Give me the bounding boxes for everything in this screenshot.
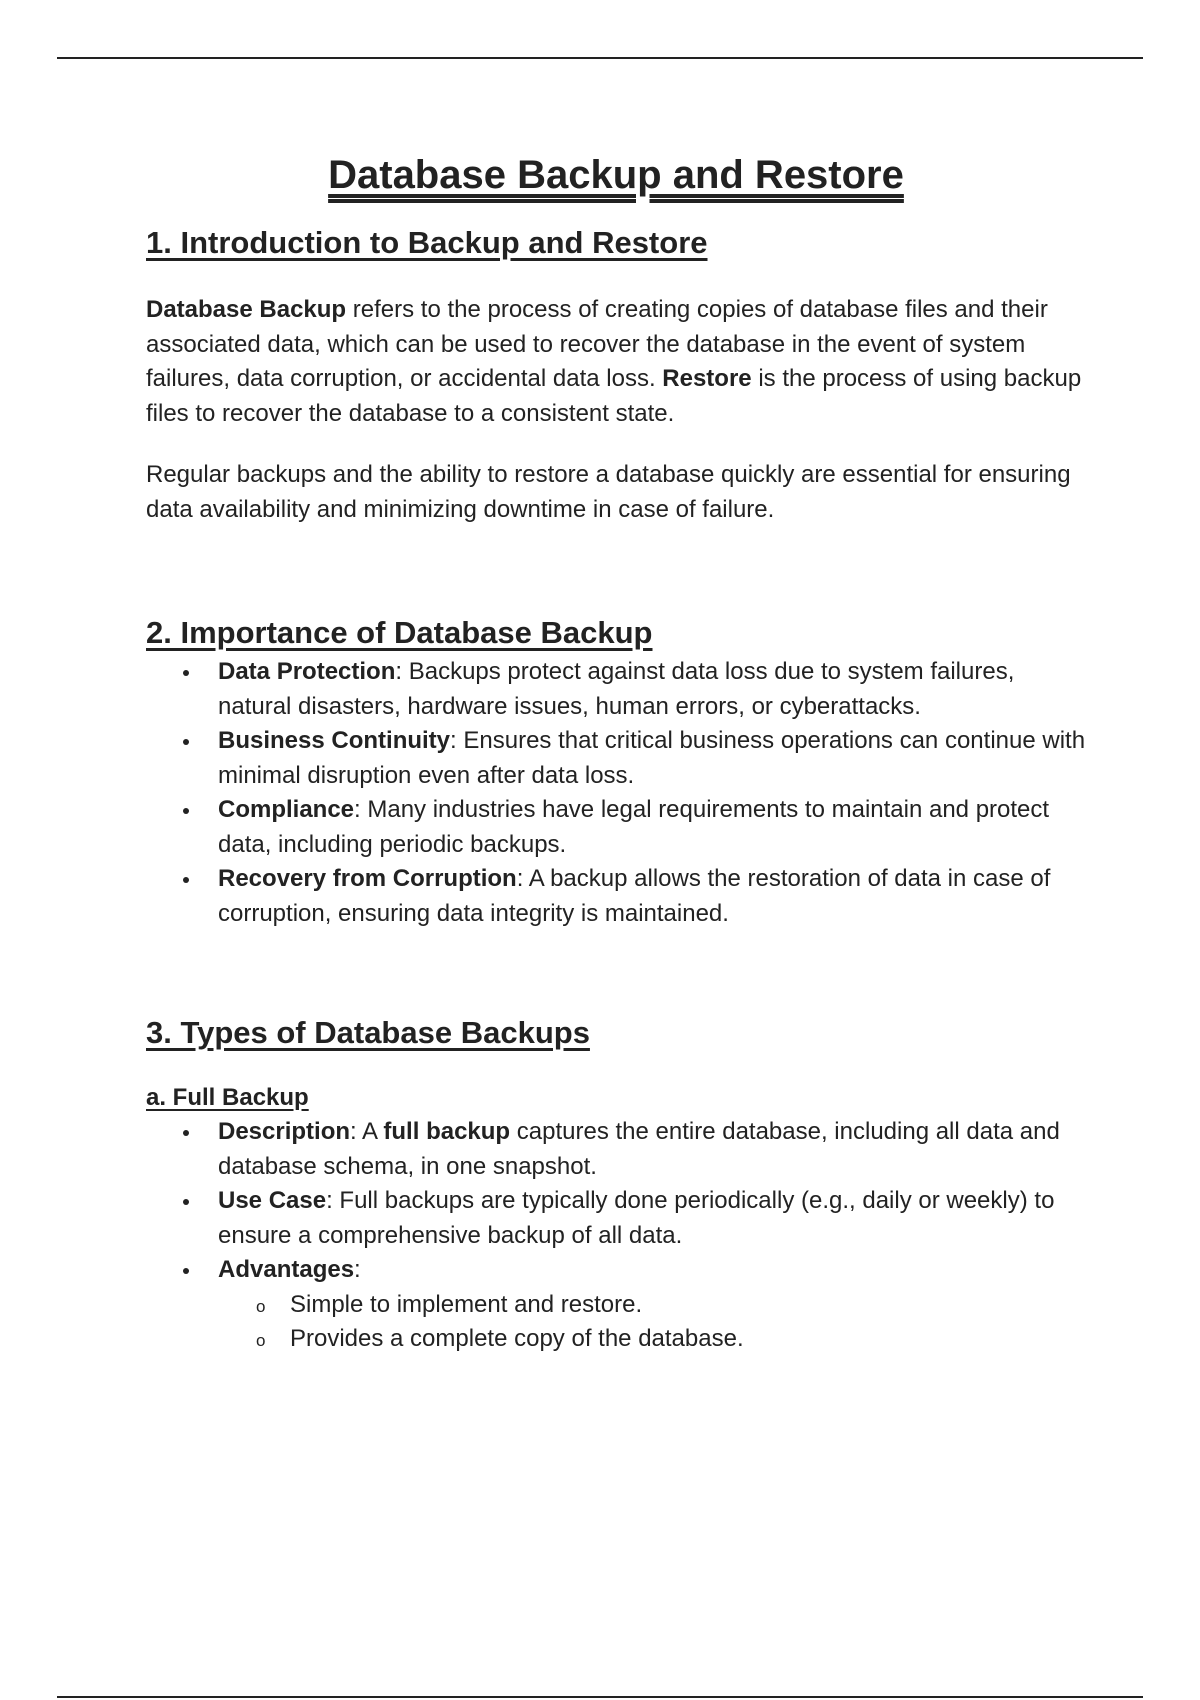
term-restore: Restore <box>662 365 752 392</box>
list-item-description: Description: A full backup captures the entire database, including all data and database schema, in one snapshot. <box>218 1115 1086 1184</box>
advantages-sublist <box>218 1288 1086 1357</box>
section-heading-introduction: 1. Introduction to Backup and Restore <box>146 225 708 260</box>
list-item-data-protection: Data Protection: Backups protect against data loss due to system failures, natural disasters, hardware issues, human errors, or cyberattacks. <box>218 655 1086 724</box>
full-backup-list <box>146 1115 1086 1357</box>
section-heading-types: 3. Types of Database Backups <box>146 1015 590 1050</box>
list-item-use-case: Use Case: Full backups are typically done periodically (e.g., daily or weekly) to ensure a comprehensive backup of all data. <box>218 1184 1086 1253</box>
sub-list-item: o Provides a complete copy of the database. <box>290 1322 1086 1357</box>
document-title: Database Backup and Restore <box>328 153 904 197</box>
list-item-compliance: Compliance: Many industries have legal requirements to maintain and protect data, including periodic backups. <box>218 793 1086 862</box>
sub-list-item: o Simple to implement and restore. <box>290 1288 1086 1323</box>
subsection-heading-full-backup: a. Full Backup <box>146 1084 309 1111</box>
intro-paragraph-1: Database Backup refers to the process of creating copies of database files and their associated data, which can be used to recover the database in the event of system failures, data corruption, or accidental data loss. Restore is the process of using backup files to recover the database to a consistent state. <box>146 296 1082 427</box>
document-page <box>146 145 1086 1357</box>
footer-rule <box>57 1696 1143 1698</box>
importance-list <box>146 655 1086 931</box>
section-heading-importance: 2. Importance of Database Backup <box>146 615 653 650</box>
intro-paragraph-2: Regular backups and the ability to restore a database quickly are essential for ensuring data availability and minimizing downtime in case of failure. <box>146 461 1071 523</box>
list-item-advantages: Advantages: o Simple to implement and restore. o Provides a complete copy of the database. <box>218 1253 1086 1357</box>
list-item-recovery-from-corruption: Recovery from Corruption: A backup allows the restoration of data in case of corruption, ensuring data integrity is maintained. <box>218 862 1086 931</box>
term-database-backup: Database Backup <box>146 296 347 323</box>
header-rule <box>57 57 1143 59</box>
list-item-business-continuity: Business Continuity: Ensures that critical business operations can continue with minimal disruption even after data loss. <box>218 724 1086 793</box>
